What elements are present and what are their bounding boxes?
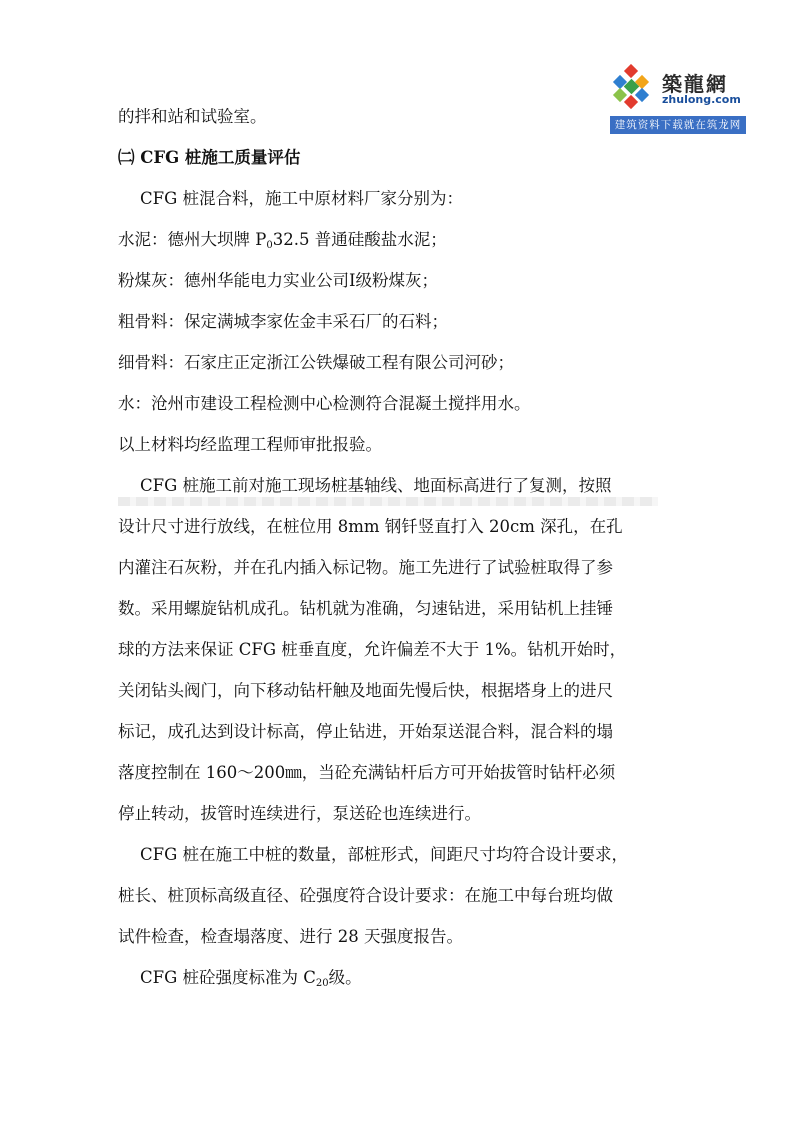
paragraph-line: CFG 桩在施工中桩的数量，部桩形式，间距尺寸均符合设计要求， — [140, 845, 628, 864]
paragraph-line: 设计尺寸进行放线，在桩位用 8mm 钢钎竖直打入 20cm 深孔，在孔 — [118, 517, 623, 536]
paragraph-line: 桩长、桩顶标高级直径、砼强度符合设计要求：在施工中每台班均做 — [118, 886, 613, 905]
material-water: 水：沧州市建设工程检测中心检测符合混凝土搅拌用水。 — [118, 394, 531, 413]
paragraph-line: 标记，成孔达到设计标高，停止钻进，开始泵送混合料，混合料的塌 — [118, 722, 613, 741]
paragraph-line: 球的方法来保证 CFG 桩垂直度，允许偏差不大于 1%。钻机开始时， — [118, 640, 627, 659]
logo-name: 築龍網 — [662, 72, 728, 96]
paragraph-line: 试件检查，检查塌落度、进行 28 天强度报告。 — [118, 927, 463, 946]
material-cement: 水泥：德州大坝牌 $P_032.5$ 普通硅酸盐水泥； — [118, 230, 447, 251]
logo-tagline: 建筑资料下载就在筑龙网 — [610, 116, 746, 134]
text-line: 的拌和站和试验室。 — [118, 107, 267, 126]
material-flyash: 粉煤灰：德州华能电力实业公司Ⅰ级粉煤灰； — [118, 271, 439, 290]
section-heading: ㈡ CFG 桩施工质量评估 — [118, 148, 301, 167]
paragraph-line: 数。采用螺旋钻机成孔。钻机就为准确，匀速钻进，采用钻机上挂锤 — [118, 599, 613, 618]
strength-standard-line: CFG 桩砼强度标准为 $C_{20}$级。 — [140, 968, 362, 989]
paragraph-line: 以上材料均经监理工程师审批报验。 — [118, 435, 382, 454]
paragraph-line: 落度控制在 160～200㎜，当砼充满钻杆后方可开始拔管时钻杆必须 — [118, 763, 616, 782]
logo-url: zhulong.com — [662, 93, 741, 106]
paragraph-line: 停止转动，拔管时连续进行，泵送砼也连续进行。 — [118, 804, 481, 823]
material-fine-aggregate: 细骨料：石家庄正定浙江公铁爆破工程有限公司河砂； — [118, 353, 514, 372]
paragraph-line: 关闭钻头阀门，向下移动钻杆触及地面先慢后快，根据塔身上的进尺 — [118, 681, 613, 700]
paragraph-line: CFG 桩混合料，施工中原材料厂家分别为： — [140, 189, 463, 208]
material-coarse-aggregate: 粗骨料：保定满城李家佐金丰采石厂的石料； — [118, 312, 448, 331]
paragraph-line: CFG 桩施工前对施工现场桩基轴线、地面标高进行了复测，按照 — [140, 476, 612, 495]
document-body — [118, 96, 676, 998]
paragraph-line: 内灌注石灰粉，并在孔内插入标记物。施工先进行了试验桩取得了参 — [118, 558, 613, 577]
